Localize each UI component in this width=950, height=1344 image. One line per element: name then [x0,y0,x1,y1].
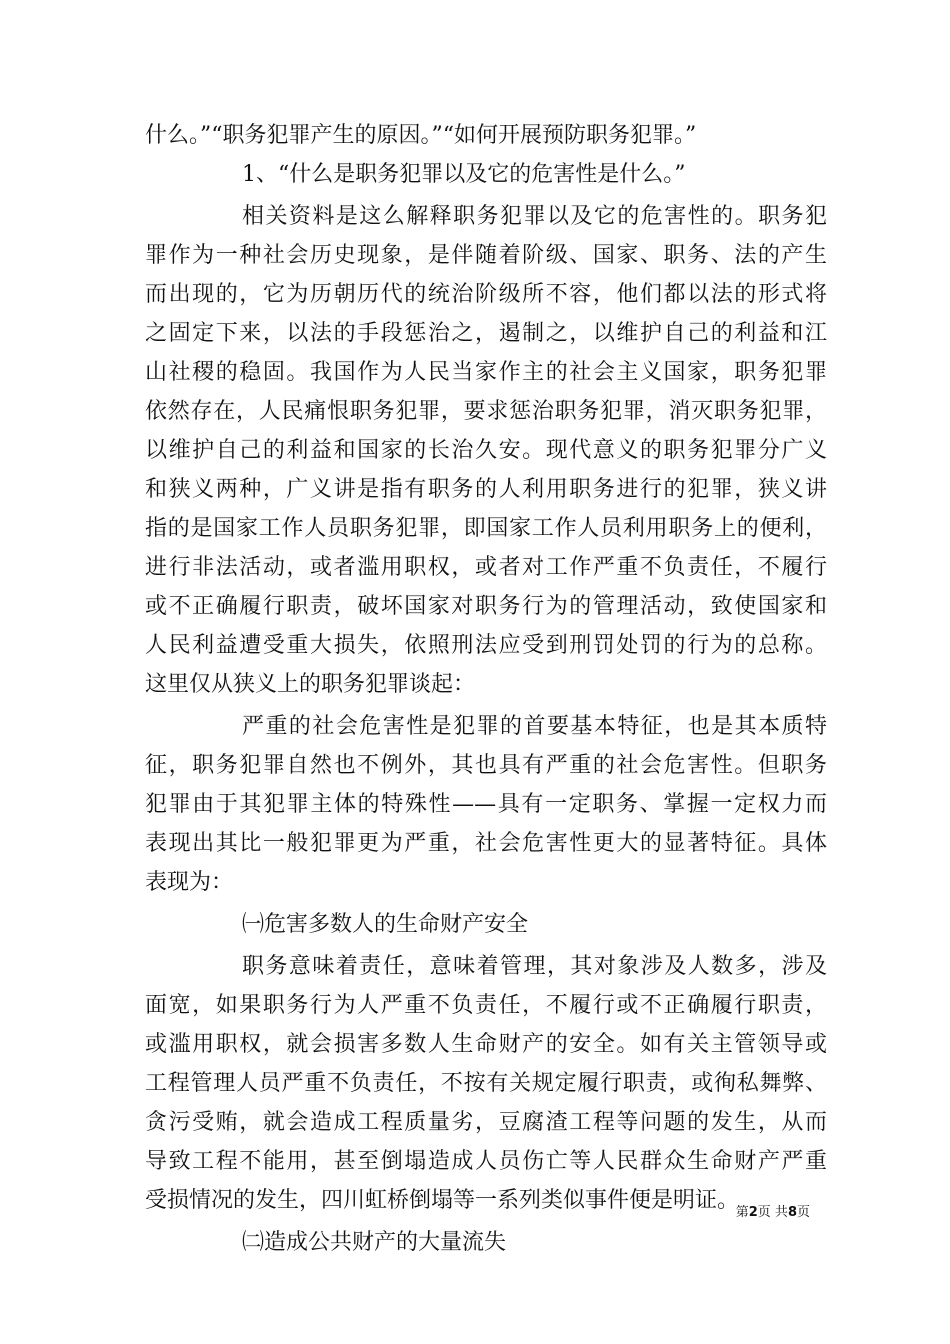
text-line: 什么。”“职务犯罪产生的原因。”“如何开展预防职务犯罪。” [145,123,697,148]
paragraph-line: 相关资料是这么解释职务犯罪以及它的危害性的。职务犯 [242,204,827,229]
paragraph-line: 导致工程不能用，甚至倒塌造成人员伤亡等人民群众生命财产严重 [145,1149,827,1174]
footer-middle: 页 共 [757,1205,788,1220]
paragraph-line: 而出现的，它为历朝历代的统治阶级所不容，他们都以法的形式将 [145,282,827,307]
subsection-heading-2: ㈡造成公共财产的大量流失 [242,1230,507,1255]
total-page-number: 8 [787,1205,797,1220]
paragraph-line: 之固定下来，以法的手段惩治之，遏制之，以维护自己的利益和江 [145,321,827,346]
footer-prefix: 第 [735,1205,749,1220]
paragraph-line: 表现为： [145,870,234,895]
paragraph-line: 和狭义两种，广义讲是指有职务的人利用职务进行的犯罪，狭义讲 [145,477,827,502]
paragraph-line: 或不正确履行职责，破坏国家对职务行为的管理活动，致使国家和 [145,594,827,619]
paragraph-line: 面宽，如果职务行为人严重不负责任，不履行或不正确履行职责， [145,993,827,1018]
subsection-heading-1: ㈠危害多数人的生命财产安全 [242,912,529,937]
page-footer [700,1204,810,1222]
paragraph-line: 山社稷的稳固。我国作为人民当家作主的社会主义国家，职务犯罪 [145,360,827,385]
current-page-number: 2 [748,1205,758,1220]
paragraph-line: 职务意味着责任，意味着管理，其对象涉及人数多，涉及 [242,954,827,979]
document-body [145,116,827,1262]
paragraph-line: 征，职务犯罪自然也不例外，其也具有严重的社会危害性。但职务 [145,753,827,778]
paragraph-line: 贪污受贿，就会造成工程质量劣，豆腐渣工程等问题的发生，从而 [145,1110,827,1135]
paragraph-line: 工程管理人员严重不负责任，不按有关规定履行职责，或徇私舞弊、 [145,1071,827,1096]
paragraph-line: 表现出其比一般犯罪更为严重，社会危害性更大的显著特征。具体 [145,831,827,856]
paragraph-line: 罪作为一种社会历史现象，是伴随着阶级、国家、职务、法的产生 [145,243,827,268]
paragraph-line: 这里仅从狭义上的职务犯罪谈起： [145,672,476,697]
paragraph-line: 人民利益遭受重大损失，依照刑法应受到刑罚处罚的行为的总称。 [145,633,827,658]
paragraph-line: 以维护自己的利益和国家的长治久安。现代意义的职务犯罪分广义 [145,438,827,463]
paragraph-line: 犯罪由于其犯罪主体的特殊性——具有一定职务、掌握一定权力而 [145,792,827,817]
paragraph-line: 指的是国家工作人员职务犯罪，即国家工作人员利用职务上的便利， [145,516,827,541]
footer-suffix: 页 [796,1205,810,1220]
paragraph-line: 受损情况的发生，四川虹桥倒塌等一系列类似事件便是明证。 [145,1188,740,1213]
paragraph-line: 依然存在，人民痛恨职务犯罪，要求惩治职务犯罪，消灭职务犯罪， [145,399,827,424]
paragraph-line: 或滥用职权，就会损害多数人生命财产的安全。如有关主管领导或 [145,1032,827,1057]
paragraph-line: 严重的社会危害性是犯罪的首要基本特征，也是其本质特 [242,714,827,739]
paragraph-line: 进行非法活动，或者滥用职权，或者对工作严重不负责任，不履行 [145,555,827,580]
section-heading-1: 1、“什么是职务犯罪以及它的危害性是什么。” [242,162,686,187]
